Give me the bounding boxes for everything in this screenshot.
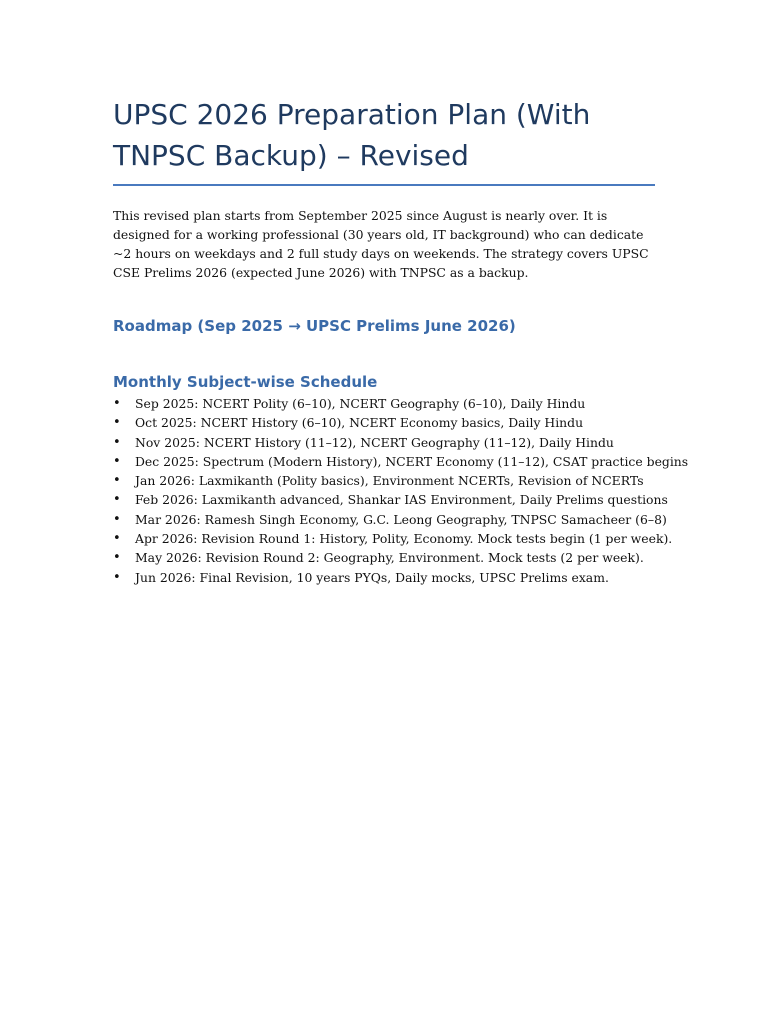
schedule-heading: Monthly Subject-wise Schedule (113, 373, 378, 391)
bullet-icon: • (113, 473, 121, 489)
bullet-icon: • (113, 396, 121, 411)
bullet-icon: • (113, 434, 121, 450)
document-page (113, 94, 689, 587)
list-item-text: Nov 2025: NCERT History (11–12), NCERT Geography (11–12), Daily Hindu (135, 434, 614, 450)
list-item-text: Mar 2026: Ramesh Singh Economy, G.C. Leong Geography, TNPSC Samacheer (6–8) (135, 511, 667, 527)
list-item (113, 510, 667, 529)
roadmap-heading: Roadmap (Sep 2025 → UPSC Prelims June 2026) (113, 317, 516, 335)
schedule-list (113, 394, 689, 587)
list-item (113, 529, 673, 548)
list-item-text: Apr 2026: Revision Round 1: History, Polity, Economy. Mock tests begin (1 per week). (135, 531, 673, 547)
bullet-icon: • (113, 511, 121, 527)
bullet-icon: • (113, 550, 121, 566)
bullet-icon: • (113, 531, 121, 547)
list-item-text: Oct 2025: NCERT History (6–10), NCERT Economy basics, Daily Hindu (135, 415, 584, 431)
list-item (113, 452, 689, 471)
bullet-icon: • (113, 415, 121, 431)
list-item (113, 548, 655, 567)
list-item-text: Jun 2026: Final Revision, 10 years PYQs, Daily mocks, UPSC Prelims exam. (135, 569, 609, 585)
list-item-text: Jan 2026: Laxmikanth (Polity basics), Environment NCERTs, Revision of NCERTs (135, 473, 644, 489)
list-item (113, 568, 655, 587)
bullet-icon: • (113, 569, 121, 585)
list-item (113, 413, 655, 432)
list-item (113, 490, 668, 509)
list-item-text: Dec 2025: Spectrum (Modern History), NCERT Economy (11–12), CSAT practice begins (135, 453, 689, 469)
bullet-icon: • (113, 492, 121, 508)
list-item-text: Sep 2025: NCERT Polity (6–10), NCERT Geography (6–10), Daily Hindu (135, 396, 586, 411)
bullet-icon: • (113, 453, 121, 469)
list-item (113, 394, 655, 413)
list-item-text: May 2026: Revision Round 2: Geography, Environment. Mock tests (2 per week). (135, 550, 644, 566)
intro-paragraph: This revised plan starts from September 2025 since August is nearly over. It is designed for a working professional (30 years old, IT background) who can dedicate ~2 hours on weekdays and 2 full study days on weekends. The strategy covers UPSC CSE Prelims 2026 (expected June 2026) with TNPSC as a backup. (113, 208, 649, 280)
list-item (113, 471, 655, 490)
list-item (113, 433, 655, 452)
document-title: UPSC 2026 Preparation Plan (With TNPSC Backup) – Revised (113, 94, 655, 186)
list-item-text: Feb 2026: Laxmikanth advanced, Shankar IAS Environment, Daily Prelims questions (135, 492, 668, 508)
